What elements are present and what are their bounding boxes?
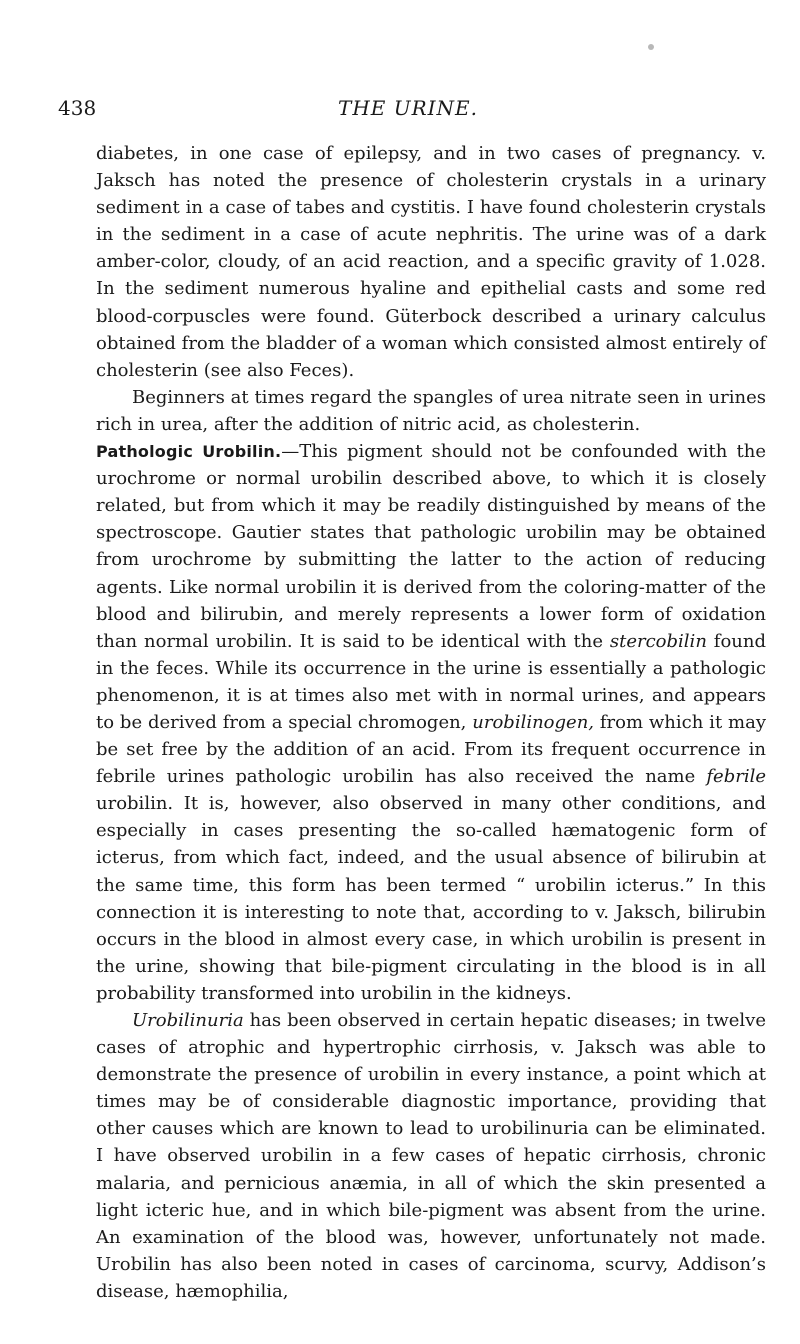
page-number: 438 — [58, 96, 97, 120]
term-stercobilin: stercobilin — [609, 630, 707, 652]
term-urobilinogen: urobilinogen, — [472, 711, 595, 733]
page-header — [58, 96, 758, 126]
ink-speck — [648, 44, 654, 50]
section-heading: Pathologic Urobilin. — [96, 442, 282, 462]
paragraph-urea-nitrate: Beginners at times regard the spangles of urea nitrate seen in urines rich in urea, after the addition of nitric acid, as cholesterin. — [96, 386, 766, 435]
paragraph-urobilinuria: Urobilinuria has been observed in certain hepatic diseases; in twelve cases of atrophic and hypertrophic cirrhosis, v. Jaksch was able to demonstrate the presence of urobilin in every instance, a point which at times may be of considerable diagnostic importance, providing that other causes which are known to lead to urobilinuria can be eliminated. I have observed urobilin in a few cases of hepatic cirrhosis, chronic malaria, and pernicious anæmia, in all of which the skin presented a light icteric hue, and in which bile-pigment was absent from the urine. An examination of the blood was, however, unfortunately not made. Urobilin has also been noted in cases of carcinoma, scurvy, Addison’s disease, hæmophilia, — [96, 1010, 766, 1302]
term-febrile: febrile — [706, 766, 766, 788]
paragraph-pathologic-urobilin: Pathologic Urobilin.—This pigment should not be confounded with the urochrome or normal urobilin described above, to which it is closely related, but from which it may be readily distinguished by means of the spectroscope. Gautier states that pathologic urobilin may be obtained from urochrome by submitting the latter to the action of reducing agents. Like normal urobilin it is derived from the coloring-matter of the blood and bilirubin, and merely represents a lower form of oxidation than normal urobilin. It is said to be identical with the stercobilin found in the feces. While its occurrence in the urine is essentially a pathologic phenomenon, it is at times also met with in normal urines, and appears to be derived from a special chromogen, urobilinogen, from which it may be set free by the addition of an acid. From its frequent occurrence in febrile urines pathologic urobilin has also received the name febrile urobilin. It is, however, also observed in many other conditions, and especially in cases presenting the so-called hæmatogenic form of icterus, from which fact, indeed, and the usual absence of bilirubin at the same time, this form has been termed “ urobilin icterus.” In this connection it is interesting to note that, according to v. Jaksch, bilirubin occurs in the blood in almost every case, in which urobilin is present in the urine, showing that bile-pigment circulating in the blood is in all probability transformed into urobilin in the kidneys. — [96, 441, 767, 1004]
running-title: THE URINE. — [337, 96, 478, 120]
term-urobilinuria: Urobilinuria — [132, 1010, 244, 1031]
paragraph-cholesterin-cases: diabetes, in one case of epilepsy, and in two cases of pregnancy. v. Jaksch has noted the presence of cholesterin crystals in a urinary sediment in a case of tabes and cystitis. I have found cholesterin crystals in the sediment in a case of acute nephritis. The urine was of a dark amber-color, cloudy, of an acid reaction, and a specific gravity of 1.028. In the sediment numerous hyaline and epithelial casts and some red blood-corpuscles were found. Güterbock described a urinary calculus obtained from the bladder of a woman which consisted almost entirely of cholesterin (see also Feces). — [96, 143, 766, 381]
body-text — [96, 140, 766, 1305]
